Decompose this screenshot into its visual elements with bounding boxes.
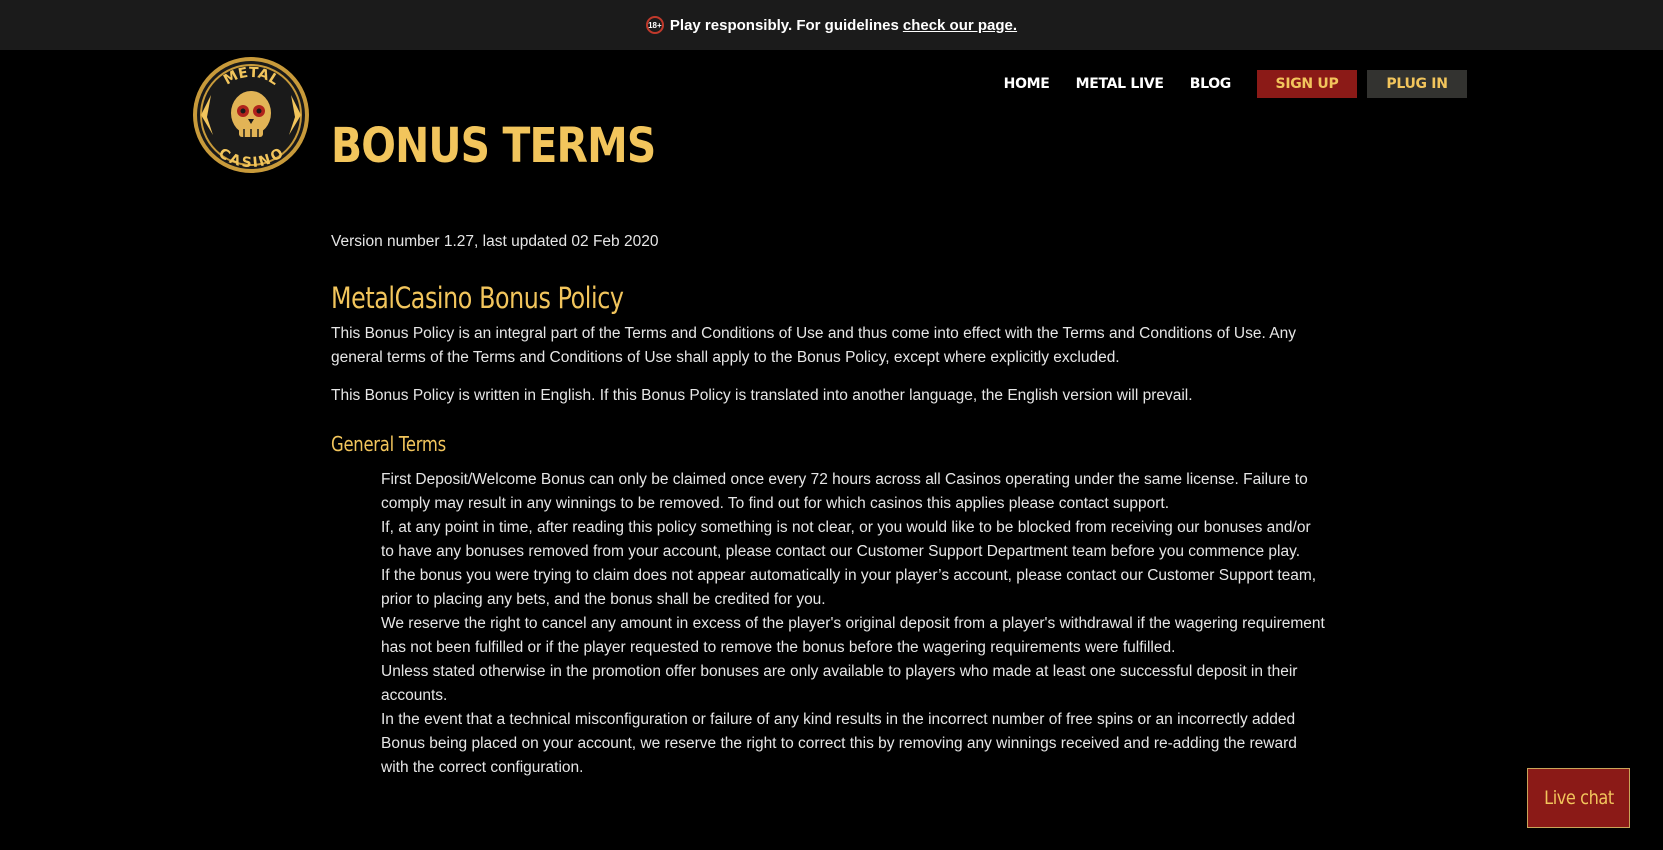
list-item: First Deposit/Welcome Bonus can only be claimed once every 72 hours across all Casinos operating under the same license. Failure to comply may result in any winnings to be removed. To find out for which casinos this applies please contact support. bbox=[381, 471, 1308, 512]
list-item: Unless stated otherwise in the promotion offer bonuses are only available to players who made at least one successful deposit in their accounts. bbox=[381, 663, 1298, 704]
responsible-gaming-banner bbox=[0, 0, 1663, 50]
age-restriction-icon: 18+ bbox=[646, 16, 664, 34]
policy-paragraph: This Bonus Policy is written in English. If this Bonus Policy is translated into another language, the English version will prevail. bbox=[331, 387, 1193, 404]
nav-metal-live[interactable]: METAL LIVE bbox=[1075, 76, 1164, 92]
general-terms-heading: General Terms bbox=[331, 432, 446, 456]
nav-home[interactable]: HOME bbox=[1003, 76, 1050, 92]
policy-paragraph: This Bonus Policy is an integral part of the Terms and Conditions of Use and thus come into effect with the Terms and Conditions of Use. Any general terms of the Terms and Conditions of Use shall apply to the Bonus Policy, except where explicitly excluded. bbox=[331, 325, 1296, 366]
signup-button[interactable]: SIGN UP bbox=[1257, 70, 1357, 98]
list-item: We reserve the right to cancel any amount in excess of the player's original deposit from a player's withdrawal if the wagering requirement has not been fulfilled or if the player requested to remove the bonus before the wagering requirements were fulfilled. bbox=[381, 615, 1325, 656]
plugin-button[interactable]: PLUG IN bbox=[1367, 70, 1467, 98]
policy-heading: MetalCasino Bonus Policy bbox=[331, 281, 624, 315]
svg-text:CASINO: CASINO bbox=[215, 145, 287, 172]
main-navigation bbox=[978, 70, 1467, 98]
version-info: Version number 1.27, last updated 02 Feb 2020 bbox=[331, 233, 659, 250]
nav-blog[interactable]: BLOG bbox=[1189, 76, 1231, 92]
page-title: BONUS TERMS bbox=[331, 118, 656, 174]
list-item: If the bonus you were trying to claim does not appear automatically in your player’s account, please contact our Customer Support team, prior to placing any bets, and the bonus shall be credited for you. bbox=[381, 567, 1317, 608]
guidelines-link[interactable]: check our page. bbox=[902, 16, 1018, 34]
list-item: In the event that a technical misconfiguration or failure of any kind results in the incorrect number of free spins or an incorrectly added Bonus being placed on your account, we reserve the right to correct this by removing any winnings received and re-adding the reward with the correct configuration. bbox=[381, 711, 1297, 776]
general-terms-list bbox=[331, 468, 1326, 780]
skull-logo-icon bbox=[191, 55, 311, 175]
list-item: If, at any point in time, after reading this policy something is not clear, or you would like to be blocked from receiving our bonuses and/or to have any bonuses removed from your account, please contact our Customer Support Department team before you commence play. bbox=[381, 519, 1311, 560]
metal-casino-logo[interactable] bbox=[191, 55, 311, 175]
bonus-terms-content bbox=[331, 230, 1326, 780]
live-chat-button[interactable] bbox=[1527, 768, 1630, 828]
live-chat-label: Live chat bbox=[1543, 787, 1614, 809]
banner-message: Play responsibly. For guidelines bbox=[669, 16, 899, 34]
svg-text:METAL: METAL bbox=[221, 64, 282, 89]
